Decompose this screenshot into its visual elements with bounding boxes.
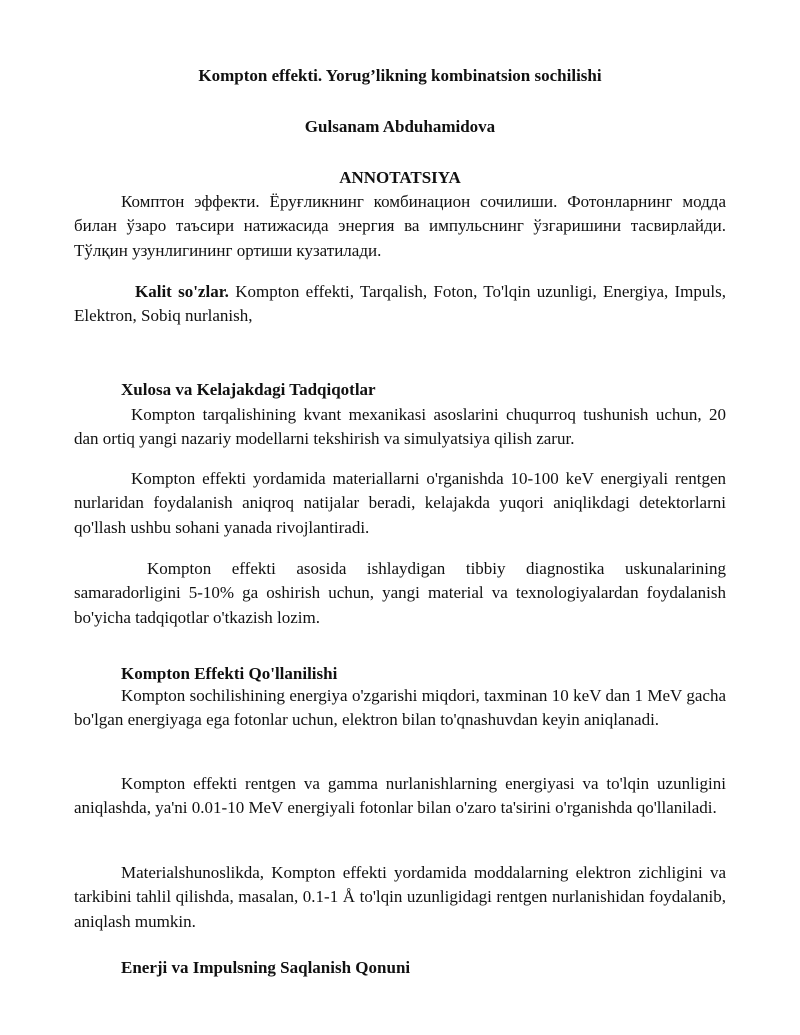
conclusion-paragraph-1: Kompton tarqalishining kvant mexanikasi asoslarini chuqurroq tushunish uchun, 20 dan ortiq yangi nazariy modellarni tekshirish va simulyatsiya qilish zarur. [74,405,726,449]
keywords-label: Kalit so'zlar. [135,282,229,301]
keywords-text: Kompton effekti, Tarqalish, Foton, To'lqin uzunligi, Energiya, Impuls, Elektron, Sobiq nurlanish, [74,282,726,326]
applications-paragraph-2: Kompton effekti rentgen va gamma nurlanishlarning energiyasi va to'lqin uzunligini aniqlashda, ya'ni 0.01-10 MeV energiyali fotonlar bilan o'zaro ta'sirini o'rganishda qo'llaniladi. [74,774,726,818]
conclusion-paragraph-3: Kompton effekti asosida ishlaydigan tibbiy diagnostika uskunalarining samaradorligini 5-10% ga oshirish uchun, yangi material va texnologiyalardan foydalanish bo'yicha tadqiqotlar o'tkazish lozim. [74,559,726,627]
document-title: Kompton effekti. Yorug’likning kombinatsion sochilishi [198,66,602,85]
author-name: Gulsanam Abduhamidova [304,117,496,136]
section-heading-conservation: Enerji va Impulsning Saqlanish Qonuni [121,958,411,977]
section-heading-applications: Kompton Effekti Qo'llanilishi [121,664,338,683]
conclusion-paragraph-2: Kompton effekti yordamida materiallarni o'rganishda 10-100 keV energiyali rentgen nurlaridan foydalanish aniqroq natijalar beradi, kelajakda yuqori aniqlikdagi detektorlarni qo'llash ushbu sohani yanada rivojlantiradi. [74,469,726,537]
keywords-paragraph [74,280,726,329]
annotation-paragraph: Комптон эффекти. Ёруғликнинг комбинацион сочилиши. Фотонларнинг модда билан ўзаро таъсири натижасида энергия ва импульснинг ўзгаришини тасвирлайди. Тўлқин узунлигининг ортиши кузатилади. [74,192,726,260]
applications-paragraph-3: Materialshunoslikda, Kompton effekti yordamida moddalarning elektron zichligini va tarkibini tahlil qilishda, masalan, 0.1-1 Å to'lqin uzunligidagi rentgen nurlanishidan foydalanib, aniqlash mumkin. [74,863,726,931]
applications-paragraph-1: Kompton sochilishining energiya o'zgarishi miqdori, taxminan 10 keV dan 1 MeV gacha bo'lgan energiyaga ega fotonlar uchun, elektron bilan to'qnashuvdan keyin aniqlanadi. [74,686,726,730]
section-heading-conclusion: Xulosa va Kelajakdagi Tadqiqotlar [121,380,376,399]
annotation-heading: ANNOTATSIYA [339,168,461,187]
